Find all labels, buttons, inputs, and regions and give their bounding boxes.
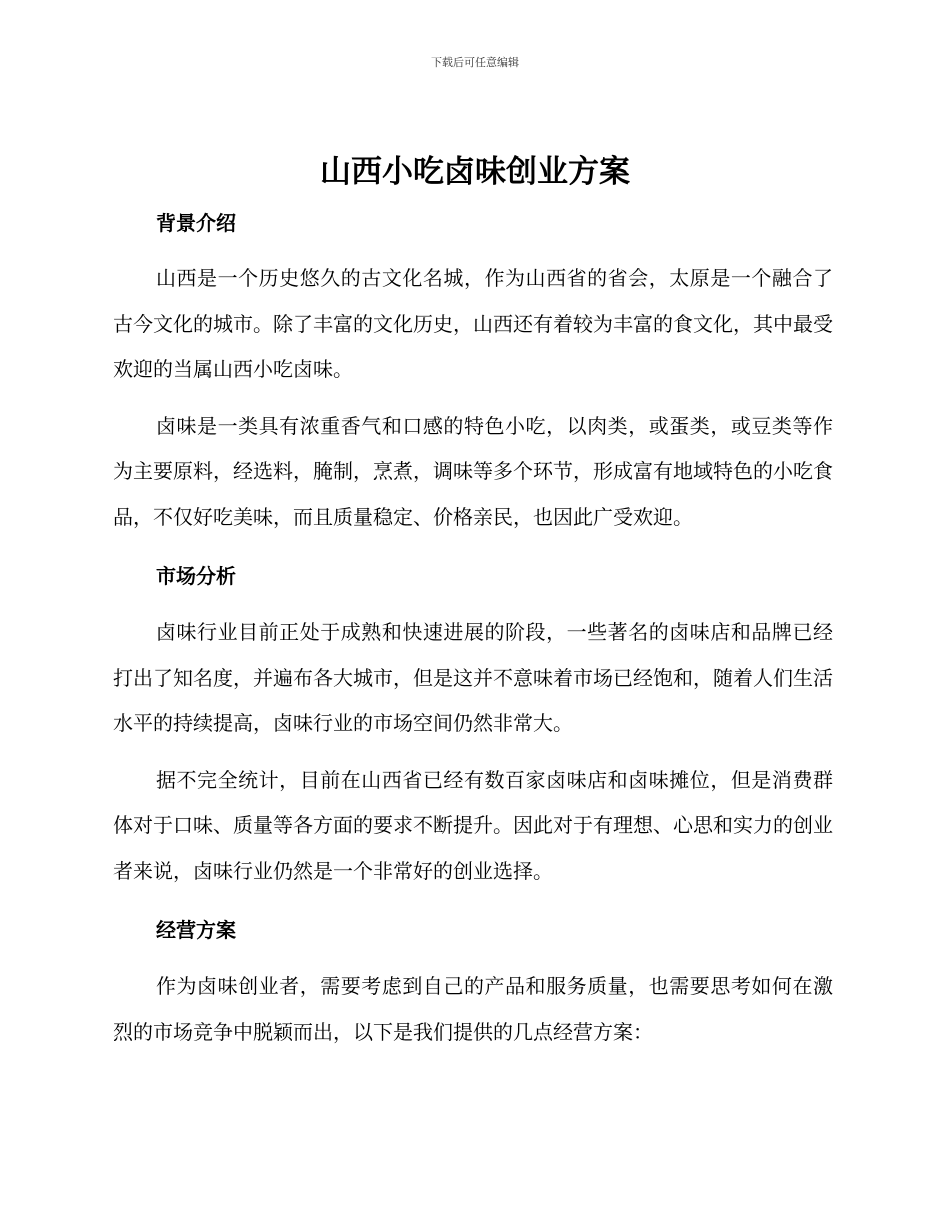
paragraph: 卤味是一类具有浓重香气和口感的特色小吃，以肉类，或蛋类，或豆类等作为主要原料，经选料，腌制，烹煮，调味等多个环节，形成富有地域特色的小吃食品，不仅好吃美味，而且质量稳定、价格亲民，也因此广受欢迎。 <box>113 413 833 529</box>
section-heading-market: 市场分析 <box>156 564 236 588</box>
paragraph: 山西是一个历史悠久的古文化名城，作为山西省的省会，太原是一个融合了古今文化的城市。除了丰富的文化历史，山西还有着较为丰富的食文化，其中最受欢迎的当属山西小吃卤味。 <box>113 266 833 381</box>
section-heading-plan: 经营方案 <box>156 918 236 942</box>
paragraph: 卤味行业目前正处于成熟和快速进展的阶段，一些著名的卤味店和品牌已经打出了知名度，并遍布各大城市，但是这并不意味着市场已经饱和，随着人们生活水平的持续提高，卤味行业的市场空间仍然非常大。 <box>113 620 833 735</box>
paragraph: 据不完全统计，目前在山西省已经有数百家卤味店和卤味摊位，但是消费群体对于口味、质量等各方面的要求不断提升。因此对于有理想、心思和实力的创业者来说，卤味行业仍然是一个非常好的创业选择。 <box>113 767 833 883</box>
section-heading-background: 背景介绍 <box>156 211 236 235</box>
paragraph: 作为卤味创业者，需要考虑到自己的产品和服务质量，也需要思考如何在激烈的市场竞争中脱颖而出，以下是我们提供的几点经营方案： <box>113 974 833 1044</box>
document-body <box>113 203 833 1055</box>
header-note: 下载后可任意编辑 <box>431 56 519 69</box>
document-title: 山西小吃卤味创业方案 <box>320 154 630 190</box>
